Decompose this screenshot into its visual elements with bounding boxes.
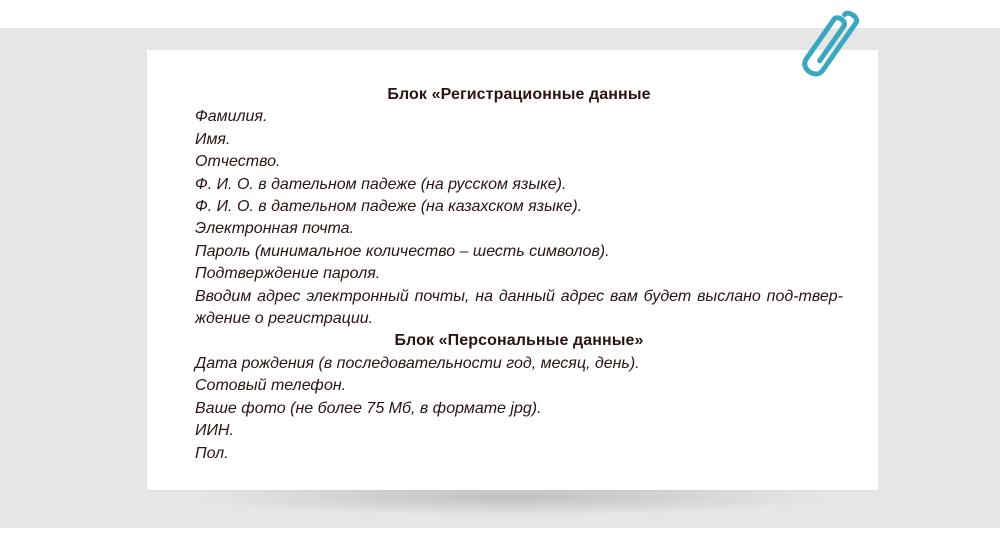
field-password: Пароль (минимальное количество – шесть символов).: [195, 242, 610, 260]
field-email: Электронная почта.: [195, 220, 354, 238]
document-card: [147, 50, 878, 490]
document-content: [195, 84, 843, 465]
field-fio-dative-kz: Ф. И. О. в дательном падеже (на казахском языке).: [195, 198, 583, 216]
field-name: Имя.: [195, 130, 231, 148]
field-password-confirm: Подтверждение пароля.: [195, 265, 381, 283]
field-patronymic: Отчество.: [195, 153, 281, 171]
field-photo: Ваше фото (не более 75 Мб, в формате jpg).: [195, 399, 542, 417]
field-birth-date: Дата рождения (в последовательности год, месяц, день).: [195, 354, 640, 372]
paperclip-icon: [790, 4, 870, 88]
field-mobile-phone: Сотовый телефон.: [195, 377, 347, 395]
field-fio-dative-ru: Ф. И. О. в дательном падеже (на русском языке).: [195, 175, 567, 193]
field-iin: ИИН.: [195, 422, 234, 440]
field-surname: Фамилия.: [195, 108, 268, 126]
field-gender: Пол.: [195, 444, 229, 462]
email-confirmation-note: Вводим адрес электронный почты, на данный адрес вам будет выслано под-твер-ждение о регистрации.: [195, 287, 843, 328]
block1-heading: Блок «Регистрационные данные: [387, 86, 651, 103]
block2-heading: Блок «Персональные данные»: [394, 332, 644, 350]
